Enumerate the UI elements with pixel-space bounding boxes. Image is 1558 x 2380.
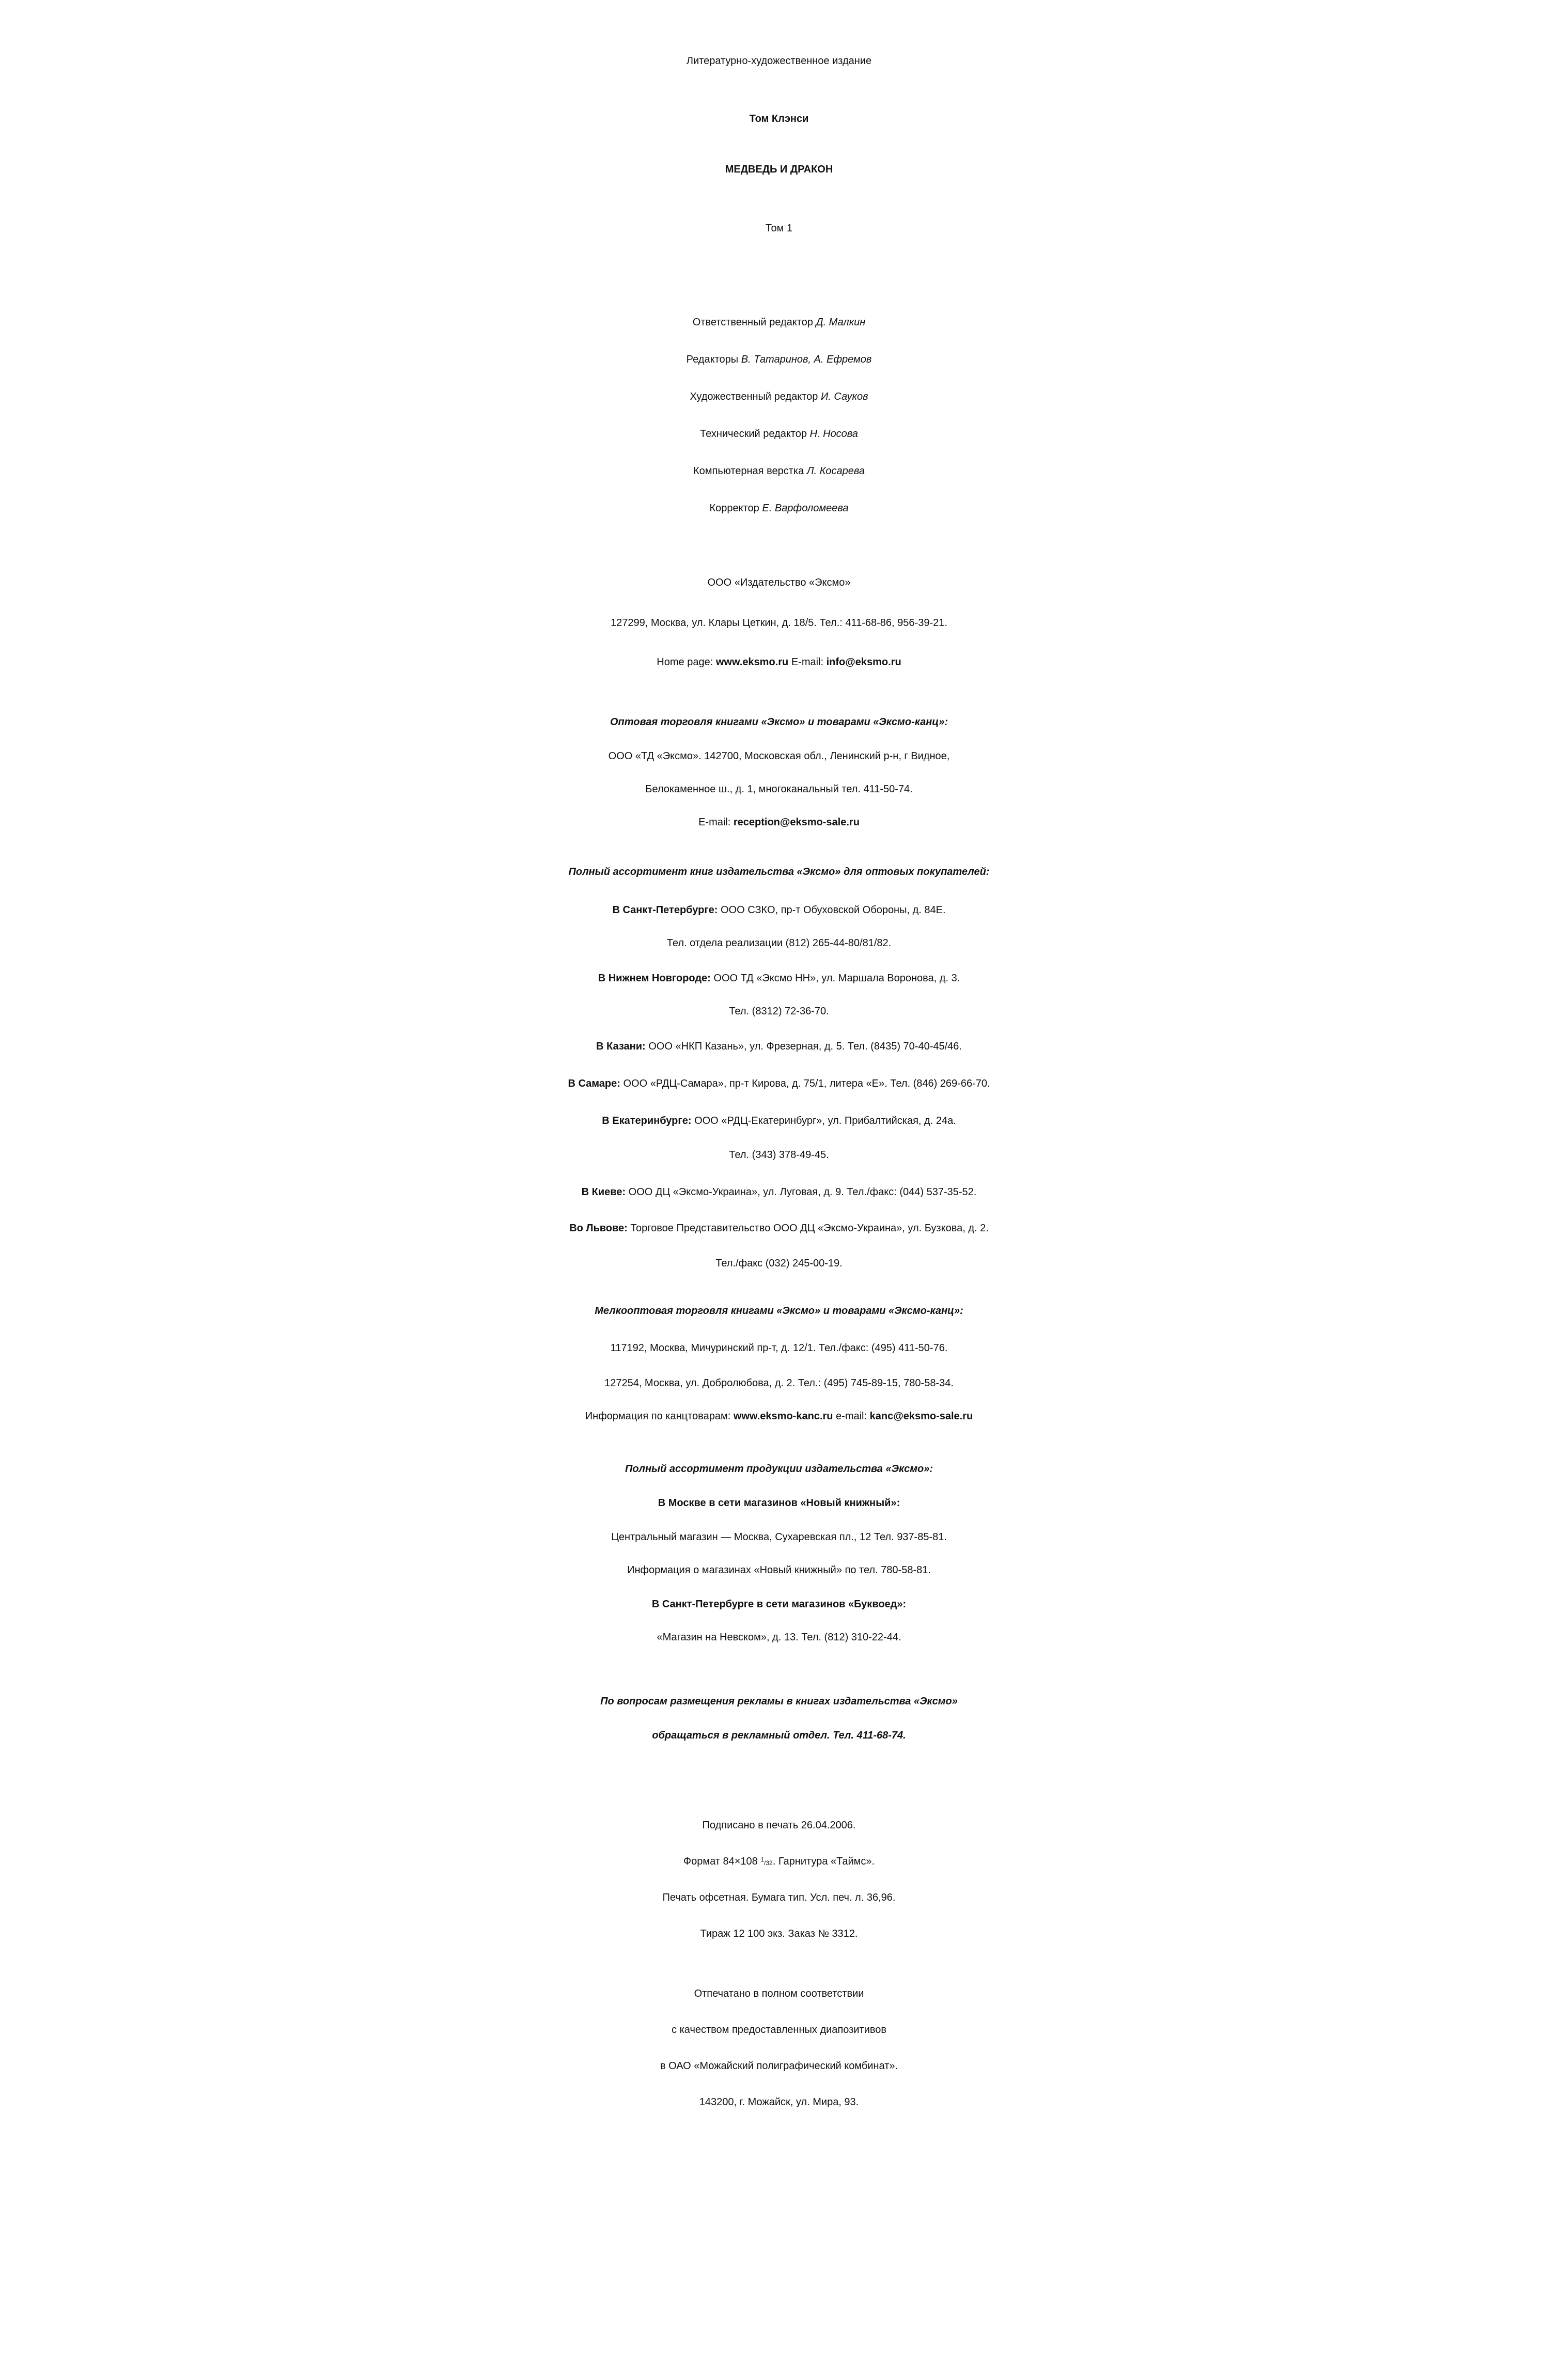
moscow-retail-heading: В Москве в сети магазинов «Новый книжный»: (658, 1497, 900, 1509)
email-label: e-mail: (836, 1411, 867, 1422)
regional-text: ООО «РДЦ-Екатеринбург», ул. Прибалтийская, д. 24а. (694, 1115, 956, 1126)
city-label: Во Львове: (569, 1223, 628, 1234)
city-label: В Нижнем Новгороде: (598, 973, 711, 984)
format-suffix: . Гарнитура «Таймс». (772, 1856, 875, 1867)
publisher-contacts (0, 657, 1558, 667)
publisher-address: 127299, Москва, ул. Клары Цеткин, д. 18/5. Тел.: 411-68-86, 956-39-21. (611, 617, 947, 629)
printer-line: с качеством предоставленных диапозитивов (672, 2024, 886, 2035)
credit-line (0, 354, 1558, 365)
wholesale-heading: Оптовая торговля книгами «Эксмо» и товарами «Эксмо-канц»: (610, 716, 948, 728)
web-link[interactable]: www.eksmo.ru (715, 656, 789, 668)
regional-entry (0, 1116, 1558, 1126)
web-label: Home page: (657, 656, 713, 668)
format-line (0, 1856, 1558, 1867)
advert-line: По вопросам размещения рекламы в книгах издательства «Эксмо» (600, 1696, 958, 1707)
credit-role: Корректор (709, 503, 759, 514)
format-numerator: 1 (760, 1856, 765, 1864)
regional-entry (0, 1041, 1558, 1052)
wholesale-email (0, 817, 1558, 827)
spb-retail-heading: В Санкт-Петербурге в сети магазинов «Буквоед»: (651, 1599, 907, 1610)
city-label: В Самаре: (568, 1078, 620, 1089)
email-link[interactable]: reception@eksmo-sale.ru (733, 817, 860, 828)
publisher-name: ООО «Издательство «Эксмо» (707, 577, 851, 588)
regional-entry (0, 1187, 1558, 1197)
city-label: В Казани: (596, 1041, 646, 1052)
regional-tel: Тел. отдела реализации (812) 265-44-80/81/82. (666, 937, 892, 949)
printer-line: в ОАО «Можайский полиграфический комбинат». (660, 2060, 898, 2072)
regional-tel: Тел. (343) 378-49-45. (729, 1149, 829, 1161)
regional-text: ООО СЗКО, пр-т Обуховской Обороны, д. 84Е. (721, 904, 946, 916)
credit-name: Л. Косарева (806, 465, 865, 477)
email-label: E-mail: (698, 817, 731, 828)
credit-name: Е. Варфоломеева (762, 503, 849, 514)
credit-name: Д. Малкин (816, 317, 866, 328)
credit-role: Художественный редактор (690, 391, 818, 402)
small-wholesale-line: 127254, Москва, ул. Добролюбова, д. 2. Тел.: (495) 745-89-15, 780-58-34. (604, 1377, 954, 1389)
regional-text: ООО «НКП Казань», ул. Фрезерная, д. 5. Тел. (8435) 70-40-45/46. (648, 1041, 962, 1052)
credit-line (0, 392, 1558, 402)
wholesale-line: ООО «ТД «Эксмо». 142700, Московская обл., Ленинский р-н, г Видное, (608, 750, 950, 762)
regional-text: Торговое Представительство ООО ДЦ «Эксмо-Украина», ул. Бузкова, д. 2. (630, 1223, 989, 1234)
credit-role: Технический редактор (700, 428, 807, 440)
book-title: МЕДВЕДЬ И ДРАКОН (725, 164, 833, 175)
regional-entry (0, 1223, 1558, 1233)
run-line: Тираж 12 100 экз. Заказ № 3312. (700, 1928, 858, 1939)
wholesale-line: Белокаменное ш., д. 1, многоканальный тел. 411-50-74. (645, 784, 913, 795)
regional-text: ООО ТД «Эксмо НН», ул. Маршала Воронова, д. 3. (713, 973, 960, 984)
credit-line (0, 503, 1558, 513)
regional-tel: Тел./факс (032) 245-00-19. (715, 1258, 843, 1269)
credit-name: И. Сауков (820, 391, 868, 402)
retail-line: Центральный магазин — Москва, Сухаревская пл., 12 Тел. 937-85-81. (611, 1531, 947, 1543)
regional-heading: Полный ассортимент книг издательства «Эксмо» для оптовых покупателей: (568, 866, 990, 878)
signed-date: Подписано в печать 26.04.2006. (702, 1820, 856, 1831)
regional-text: ООО ДЦ «Эксмо-Украина», ул. Луговая, д. 9. Тел./факс: (044) 537-35-52. (628, 1186, 977, 1198)
print-line: Печать офсетная. Бумага тип. Усл. печ. л. 36,96. (662, 1892, 896, 1903)
author-name: Том Клэнси (749, 113, 809, 124)
regional-text: ООО «РДЦ-Самара», пр-т Кирова, д. 75/1, литера «Е». Тел. (846) 269-66-70. (623, 1078, 990, 1089)
regional-entry (0, 973, 1558, 983)
credit-role: Компьютерная верстка (693, 465, 804, 477)
regional-entry (0, 1078, 1558, 1089)
volume-label: Том 1 (765, 223, 793, 234)
credit-line (0, 429, 1558, 439)
retail-line: «Магазин на Невском», д. 13. Тел. (812) 310-22-44. (657, 1632, 901, 1643)
retail-line: Информация о магазинах «Новый книжный» по тел. 780-58-81. (627, 1564, 931, 1576)
genre-line: Литературно-художественное издание (686, 55, 872, 67)
credit-role: Ответственный редактор (692, 317, 813, 328)
format-prefix: Формат 84×108 (683, 1856, 761, 1867)
advert-line: обращаться в рекламный отдел. Тел. 411-68-74. (652, 1730, 906, 1741)
credit-role: Редакторы (686, 354, 739, 365)
credit-name: Н. Носова (809, 428, 858, 440)
email-link[interactable]: info@eksmo.ru (826, 656, 901, 668)
retail-heading: Полный ассортимент продукции издательства «Эксмо»: (625, 1463, 933, 1475)
regional-entry (0, 905, 1558, 915)
credit-line (0, 317, 1558, 327)
email-link[interactable]: kanc@eksmo-sale.ru (869, 1411, 973, 1422)
printer-address: 143200, г. Можайск, ул. Мира, 93. (699, 2096, 859, 2108)
small-wholesale-line: 117192, Москва, Мичуринский пр-т, д. 12/1. Тел./факс: (495) 411-50-76. (610, 1342, 948, 1354)
stationery-info (0, 1411, 1558, 1421)
city-label: В Екатеринбурге: (602, 1115, 692, 1126)
city-label: В Санкт-Петербурге: (612, 904, 718, 916)
web-link[interactable]: www.eksmo-kanc.ru (733, 1411, 833, 1422)
regional-tel: Тел. (8312) 72-36-70. (729, 1006, 829, 1017)
credit-name: В. Татаринов, А. Ефремов (741, 354, 872, 365)
city-label: В Киеве: (581, 1186, 626, 1198)
format-denominator: /32 (764, 1859, 773, 1867)
email-label: E-mail: (791, 656, 824, 668)
info-label: Информация по канцтоварам: (585, 1411, 731, 1422)
credit-line (0, 466, 1558, 476)
small-wholesale-heading: Мелкооптовая торговля книгами «Эксмо» и товарами «Эксмо-канц»: (595, 1305, 963, 1317)
printer-line: Отпечатано в полном соответствии (694, 1988, 864, 1999)
